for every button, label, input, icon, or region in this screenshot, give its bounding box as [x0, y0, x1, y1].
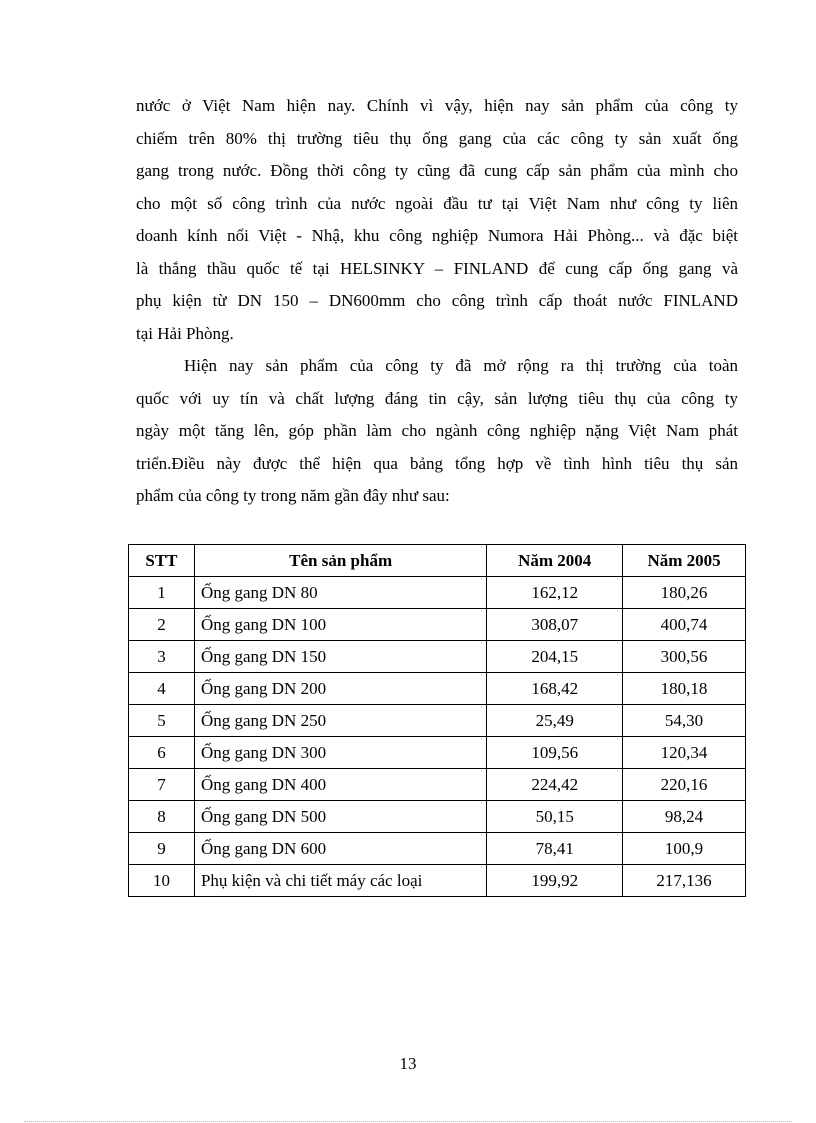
table-row: [129, 609, 746, 641]
paragraph-1: [136, 90, 738, 350]
page-number: 13: [399, 1054, 417, 1073]
cell-2004: 199,92: [487, 865, 623, 897]
paragraph-line: phẩm của công ty trong năm gần đây như sau:: [136, 486, 450, 505]
paragraph-2: [136, 350, 738, 513]
paragraph-line: tại Hải Phòng.: [136, 323, 234, 343]
cell-2005: 180,18: [623, 673, 746, 705]
paragraph-line: quốc với uy tín và chất lượng đáng tin cậy, sản lượng tiêu thụ của công ty: [136, 388, 738, 408]
cell-stt: 4: [129, 673, 195, 705]
cell-2005: 300,56: [623, 641, 746, 673]
paragraph-line: triển.Điều này được thể hiện qua bảng tổng hợp về tình hình tiêu thụ sản: [136, 453, 738, 473]
table-row: [129, 833, 746, 865]
cell-stt: 2: [129, 609, 195, 641]
cell-2005: 180,26: [623, 577, 746, 609]
cell-2004: 162,12: [487, 577, 623, 609]
cell-2005: 100,9: [623, 833, 746, 865]
table-header-row: [129, 545, 746, 577]
cell-stt: 5: [129, 705, 195, 737]
paragraph-line: chiếm trên 80% thị trường tiêu thụ ống gang của các công ty sản xuất ống: [136, 128, 738, 148]
cell-product: Ống gang DN 200: [194, 673, 486, 705]
paragraph-line: nước ở Việt Nam hiện nay. Chính vì vậy, hiện nay sản phẩm của công ty: [136, 96, 738, 115]
paragraph-line: doanh kính nổi Việt - Nhậ, khu công nghiệp Numora Hải Phòng... và đặc biệt: [136, 226, 738, 245]
cell-2004: 78,41: [487, 833, 623, 865]
cell-2005: 98,24: [623, 801, 746, 833]
paragraph-line: ngày một tăng lên, góp phần làm cho ngành công nghiệp nặng Việt Nam phát: [136, 421, 738, 440]
header-year-2004: Năm 2004: [487, 545, 623, 577]
cell-stt: 9: [129, 833, 195, 865]
header-stt: STT: [129, 545, 195, 577]
cell-product: Ống gang DN 600: [194, 833, 486, 865]
cell-product: Ống gang DN 100: [194, 609, 486, 641]
cell-product: Ống gang DN 300: [194, 737, 486, 769]
cell-stt: 3: [129, 641, 195, 673]
cell-product: Phụ kiện và chi tiết máy các loại: [194, 865, 486, 897]
paragraph-line: gang trong nước. Đồng thời công ty cũng đã cung cấp sản phẩm của mình cho: [136, 161, 738, 180]
table-row: [129, 673, 746, 705]
cell-2004: 308,07: [487, 609, 623, 641]
paragraph-line: phụ kiện từ DN 150 – DN600mm cho công trình cấp thoát nước FINLAND: [136, 291, 738, 310]
cell-2005: 220,16: [623, 769, 746, 801]
cell-stt: 6: [129, 737, 195, 769]
table-row: [129, 737, 746, 769]
sales-table: [128, 544, 746, 897]
cell-stt: 8: [129, 801, 195, 833]
cell-2005: 400,74: [623, 609, 746, 641]
cell-2004: 109,56: [487, 737, 623, 769]
cell-product: Ống gang DN 250: [194, 705, 486, 737]
cell-2004: 204,15: [487, 641, 623, 673]
cell-product: Ống gang DN 150: [194, 641, 486, 673]
paragraph-line: Hiện nay sản phẩm của công ty đã mở rộng ra thị trường của toàn: [184, 356, 738, 375]
cell-product: Ống gang DN 400: [194, 769, 486, 801]
cell-stt: 7: [129, 769, 195, 801]
cell-2005: 120,34: [623, 737, 746, 769]
cell-2004: 168,42: [487, 673, 623, 705]
cell-product: Ống gang DN 500: [194, 801, 486, 833]
cell-2005: 217,136: [623, 865, 746, 897]
page-bottom-divider: [24, 1121, 792, 1122]
table-row: [129, 705, 746, 737]
table-row: [129, 769, 746, 801]
paragraph-line: là thắng thầu quốc tế tại HELSINKY – FINLAND để cung cấp ống gang và: [136, 258, 738, 278]
cell-2004: 50,15: [487, 801, 623, 833]
header-product-name: Tên sản phẩm: [194, 545, 486, 577]
cell-stt: 10: [129, 865, 195, 897]
table-row: [129, 865, 746, 897]
header-year-2005: Năm 2005: [623, 545, 746, 577]
cell-2004: 25,49: [487, 705, 623, 737]
body-text: [136, 90, 738, 513]
table-row: [129, 801, 746, 833]
cell-product: Ống gang DN 80: [194, 577, 486, 609]
cell-stt: 1: [129, 577, 195, 609]
cell-2005: 54,30: [623, 705, 746, 737]
cell-2004: 224,42: [487, 769, 623, 801]
table-row: [129, 641, 746, 673]
table-row: [129, 577, 746, 609]
paragraph-line: cho một số công trình của nước ngoài đầu tư tại Việt Nam như công ty liên: [136, 193, 738, 213]
